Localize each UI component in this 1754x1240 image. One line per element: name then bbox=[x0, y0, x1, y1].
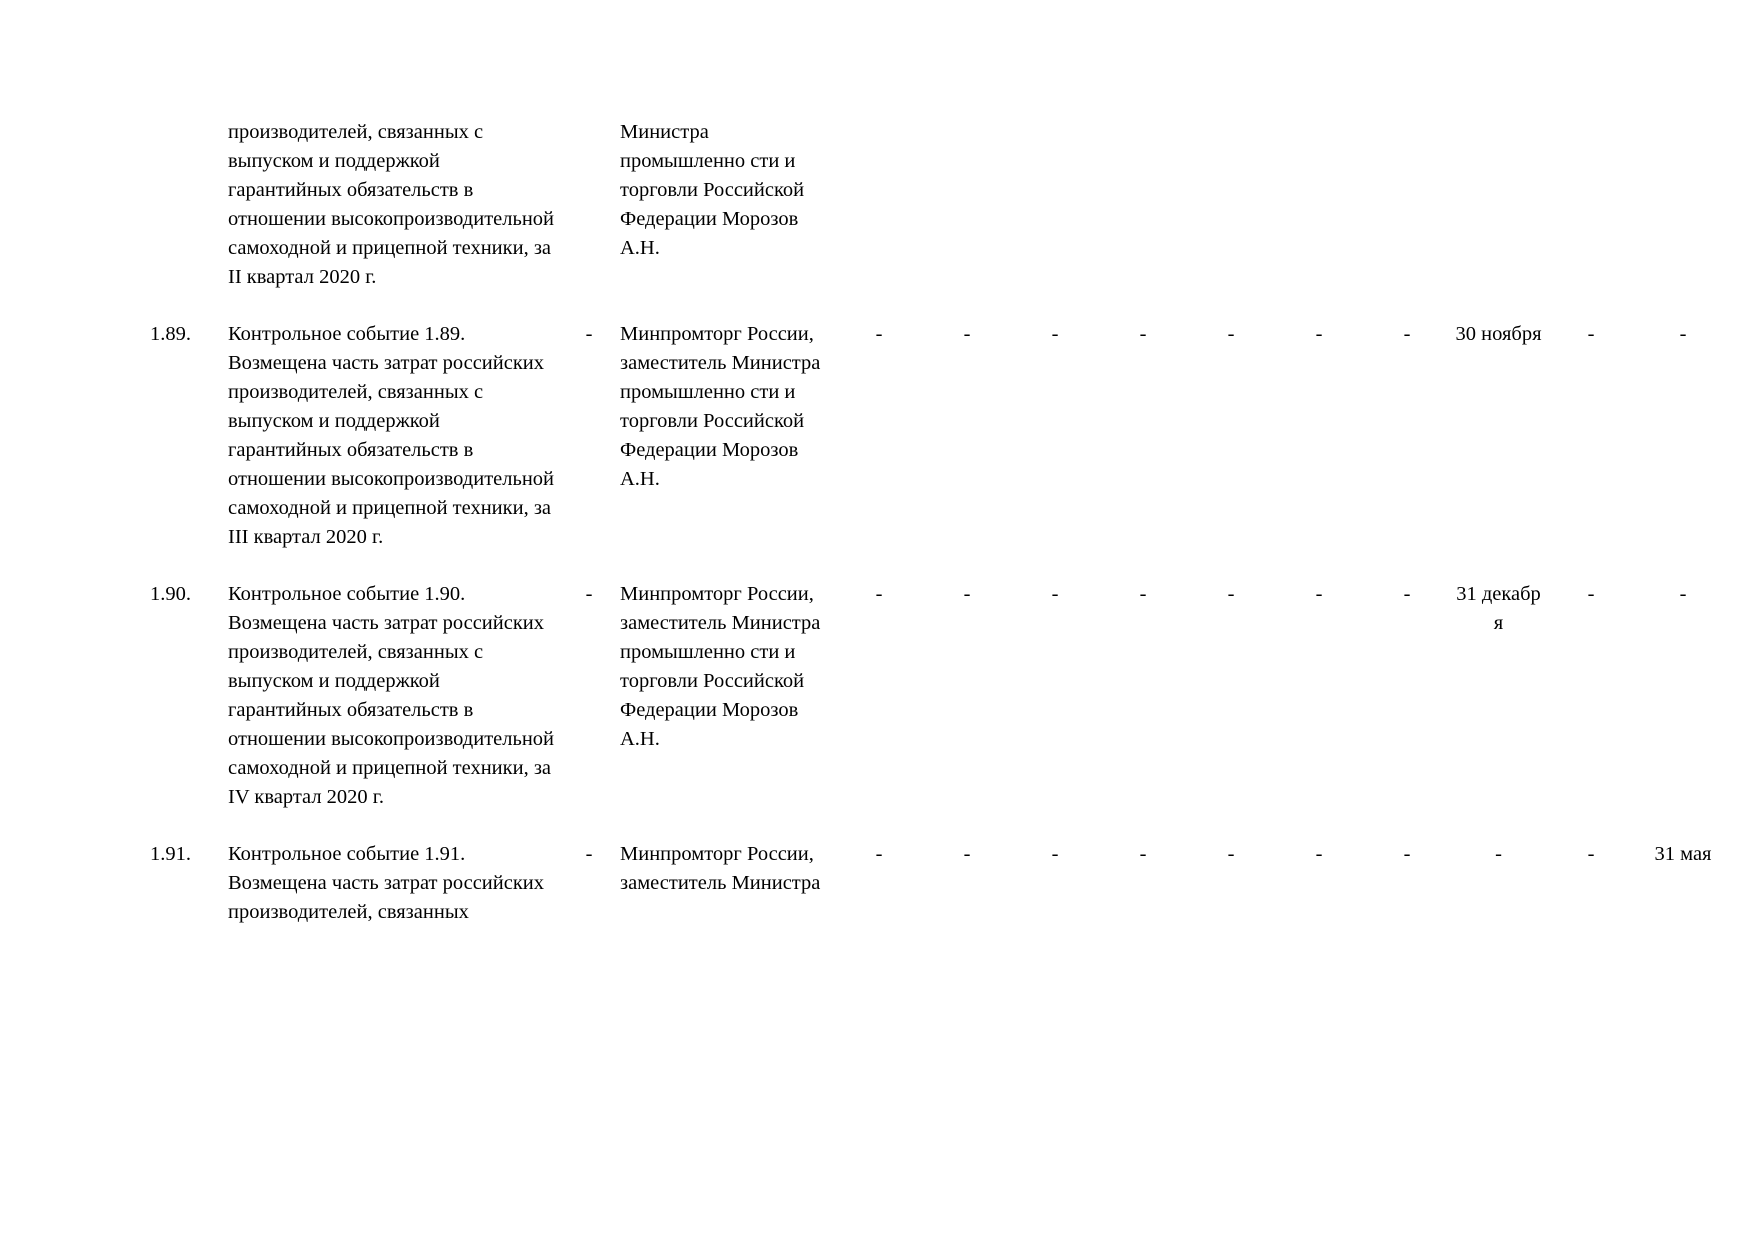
row-dash: - bbox=[585, 583, 593, 605]
row-col-7: - bbox=[1403, 843, 1411, 865]
row-date: 31 декабр я bbox=[1456, 583, 1541, 634]
row-col-4: - bbox=[1139, 583, 1147, 605]
row-col-4: - bbox=[1139, 843, 1147, 865]
row-col-8: - bbox=[1587, 843, 1595, 865]
table-row bbox=[150, 320, 1730, 552]
row-dash bbox=[558, 118, 620, 292]
plan-events-table bbox=[150, 118, 1730, 927]
row-responsible: Минпромторг России, заместитель Министра промышленно сти и торговли Российской Федерации Морозов А.Н. bbox=[620, 583, 821, 750]
row-number: 1.89. bbox=[150, 323, 191, 345]
row-number: 1.90. bbox=[150, 583, 191, 605]
row-event-name: Контрольное событие 1.89. Возмещена часть затрат российских производителей, связанных с выпуском и поддержкой гарантийных обязательств в отношении высокопроизводительной самоходной и прицепной техники, за III квартал 2020 г. bbox=[228, 323, 555, 548]
row-col-3: - bbox=[1051, 583, 1059, 605]
row-col-1: - bbox=[875, 323, 883, 345]
row-number: 1.91. bbox=[150, 843, 191, 865]
row-date: 30 ноября bbox=[1455, 323, 1542, 345]
row-date bbox=[1451, 118, 1546, 292]
row-col-2: - bbox=[963, 323, 971, 345]
row-date: - bbox=[1495, 843, 1502, 865]
row-col-8 bbox=[1546, 118, 1636, 292]
row-col-3: - bbox=[1051, 323, 1059, 345]
row-col-1 bbox=[835, 118, 923, 292]
row-spacer bbox=[150, 552, 1730, 580]
row-spacer-cell bbox=[150, 292, 1730, 320]
row-col-3 bbox=[1011, 118, 1099, 292]
row-col-1: - bbox=[875, 583, 883, 605]
row-responsible: Минпромторг России, заместитель Министра промышленно сти и торговли Российской Федерации Морозов А.Н. bbox=[620, 323, 821, 490]
row-col-6: - bbox=[1315, 583, 1323, 605]
table-row bbox=[150, 118, 1730, 292]
row-number bbox=[150, 118, 228, 292]
row-col-2: - bbox=[963, 583, 971, 605]
row-dash: - bbox=[585, 843, 593, 865]
row-col-5: - bbox=[1227, 583, 1235, 605]
row-col-7 bbox=[1363, 118, 1451, 292]
table-row bbox=[150, 840, 1730, 927]
row-col-4 bbox=[1099, 118, 1187, 292]
row-event-name: Контрольное событие 1.90. Возмещена часть затрат российских производителей, связанных с выпуском и поддержкой гарантийных обязательств в отношении высокопроизводительной самоходной и прицепной техники, за IV квартал 2020 г. bbox=[228, 583, 555, 808]
row-col-4: - bbox=[1139, 323, 1147, 345]
row-col-6: - bbox=[1315, 843, 1323, 865]
row-col-2: - bbox=[963, 843, 971, 865]
row-spacer-cell bbox=[150, 552, 1730, 580]
row-spacer-cell bbox=[150, 812, 1730, 840]
row-col-6 bbox=[1275, 118, 1363, 292]
table-row bbox=[150, 580, 1730, 812]
row-responsible: Министра промышленно сти и торговли Российской Федерации Морозов А.Н. bbox=[620, 121, 805, 259]
row-dash: - bbox=[585, 323, 593, 345]
row-col-9 bbox=[1636, 118, 1730, 292]
row-col-8: - bbox=[1587, 323, 1595, 345]
row-col-7: - bbox=[1403, 583, 1411, 605]
row-col-8: - bbox=[1587, 583, 1595, 605]
row-col-7: - bbox=[1403, 323, 1411, 345]
row-col-3: - bbox=[1051, 843, 1059, 865]
row-col-1: - bbox=[875, 843, 883, 865]
row-responsible: Минпромторг России, заместитель Министра bbox=[620, 843, 821, 894]
row-col-5: - bbox=[1227, 323, 1235, 345]
row-col-9: - bbox=[1679, 583, 1687, 605]
row-event-name: Контрольное событие 1.91. Возмещена часть затрат российских производителей, связанных bbox=[228, 843, 545, 923]
row-spacer bbox=[150, 812, 1730, 840]
row-col-5: - bbox=[1227, 843, 1235, 865]
row-spacer bbox=[150, 292, 1730, 320]
row-col-2 bbox=[923, 118, 1011, 292]
row-event-name: производителей, связанных с выпуском и поддержкой гарантийных обязательств в отношении высокопроизводительной самоходной и прицепной техники, за II квартал 2020 г. bbox=[228, 121, 555, 288]
row-col-6: - bbox=[1315, 323, 1323, 345]
row-col-9: - bbox=[1679, 323, 1687, 345]
row-col-5 bbox=[1187, 118, 1275, 292]
row-col-9: 31 мая bbox=[1654, 843, 1712, 865]
